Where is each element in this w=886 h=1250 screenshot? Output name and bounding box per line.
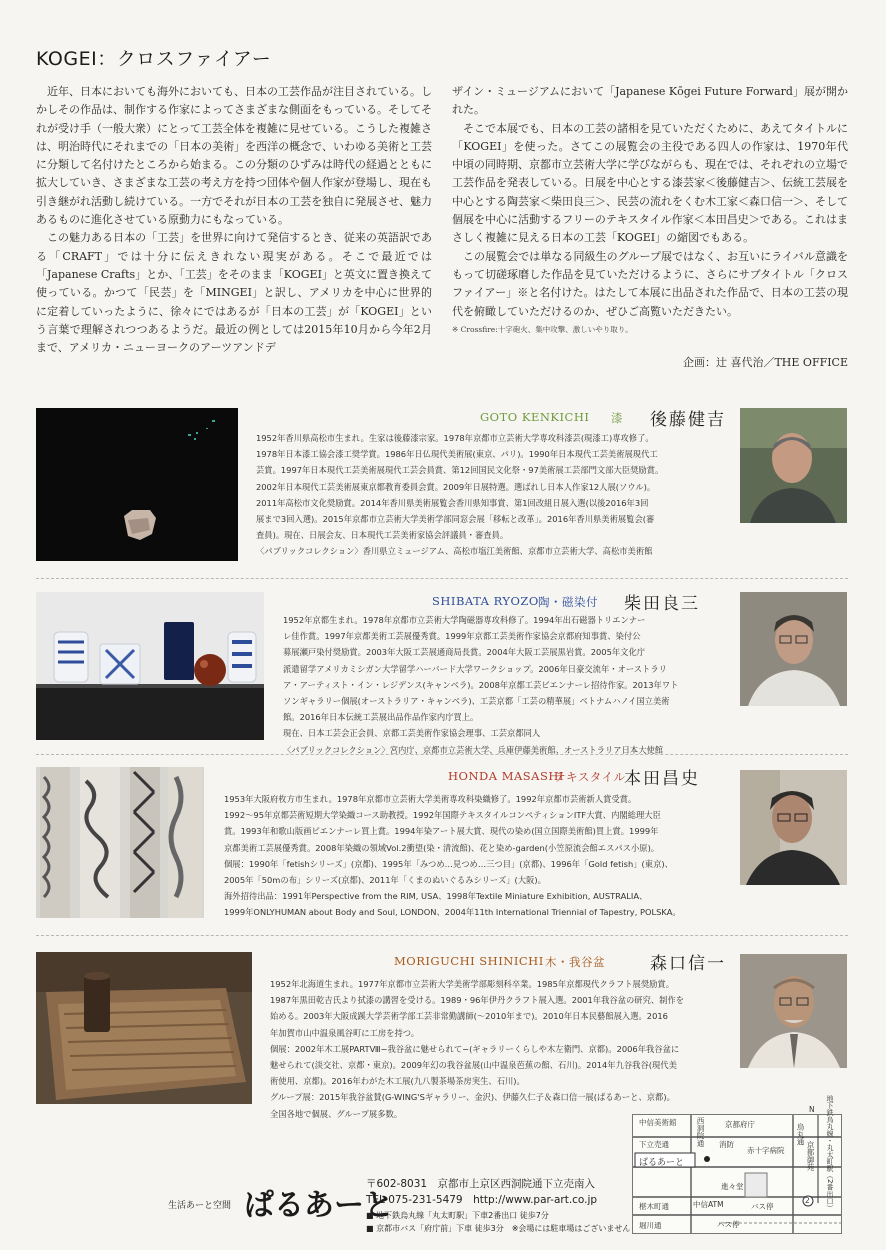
intro-paragraph: そこで本展でも、日本の工芸の諸相を見ていただくために、あえてタイトルに「KOGEI」を使った。さてこの展覧会の主役である四人の作家は、1970年代中頃の同時期、京都市立芸術大学に学びながらも、現在では、それぞれの立場で工芸作品を発表している。日展を中心とする漆芸家＜後藤健吉＞、伝統工芸展を中心とする陶芸家＜柴田良三＞、民芸の流れをくむ木工家＜森口信一＞、そして個展を中心に活動するフリーのテキスタイル作家＜本田昌史＞である。これはまさしく複雑に見える日本の工芸「KOGEI」の縮図でもある。 [452,121,848,245]
bio-line: 年加賀市山中温泉風谷町に工房を持つ。 [270,1027,420,1038]
bio-line: 募展瀬戸染付奨励賞。2003年大阪工芸展通商局長賞。2004年大阪工芸展黒岩賞。2005年文化庁 [283,647,646,658]
map-landmark: 赤十字病院 [747,1146,785,1155]
artist-name-ja: 柴田良三 [624,594,700,614]
bio-line: 海外招待出品：1991年Perspective from the RIM, USA、1998年Textile Miniature Exhibition, AUSTRALIA、 [224,891,648,902]
artist-medium: 漆 [611,411,623,425]
artist-name-en: GOTO KENKICHI [480,410,590,424]
access-info: ■ 京都市バス「府庁前」下車 徒歩3分 ※会場には駐車場はございません [366,1224,631,1233]
bio-line: 査員)。現在、日展会友、日本現代工芸美術家協会評議員・審査員。 [256,530,509,541]
bio-line: 始める。2003年大阪成蹊大学芸術学部工芸非常勤講師(〜2010年まで)。2010年日本民藝館展入選。2016 [270,1011,668,1022]
map-landmark: 京都御苑 [806,1141,815,1171]
bio-line: 個展：1990年「fetishシリーズ」(京都)、1995年「みつめ…見つめ…三つ目」(京都)、1996年「Gold fetish」(東京)、 [224,858,673,869]
access-map [632,1095,842,1234]
map-landmark: 中信ATM [693,1200,724,1209]
artist-name-ja: 本田昌史 [624,769,700,789]
compass-north: N [809,1105,815,1114]
artist-portrait [740,592,847,706]
artist-name-en: MORIGUCHI SHINICHI [394,954,544,968]
bio-line: 現在、日本工芸会正会員、京都工芸美術作家協会理事、工芸京都同人 [283,728,541,739]
bio-line: 芸賞。1997年日本現代工芸美術展現代工芸会員賞、第12回国民文化祭・97美術展工芸部門文部大臣奨励賞。 [256,465,664,476]
section-divider [36,578,848,579]
bio-line: ア・アーティスト・イン・レジデンス(キャンベラ)。2008年京都工芸ビエンナーレ招待作家。2013年ワト [283,679,679,690]
map-street: 中信美術館 [639,1118,677,1127]
bio-line: 館。2016年日本伝統工芸展出品作品作家内庁買上。 [283,712,479,723]
intro-paragraph: 近年、日本においても海外においても、日本の工芸作品が注目されている。しかしその作品は、制作する作家によってさまざまな側面をもっている。そしてそれが受け手（一般大衆）にとって工芸全体を複雑に見せている。こうした複雑さは、明治時代にそれまでの「日本の美術」を西洋の概念で、いわゆる美術と工芸に分類して名付けたところから始まる。この分類のひずみは時代の経過とともに拡大していき、さまざまな工芸の考え方を持つ団体や個人作家が登場し、現在も引き継がれ活動し続けている。一方でそれが日本の工芸を独自に発展させ、魅力あるものに進化させている原動力にもなっている。 [36,85,432,227]
artist-name-ja: 森口信一 [650,954,726,974]
access-info: ■ 地下鉄烏丸線「丸太町駅」下車2番出口 徒歩7分 [366,1211,549,1220]
bio-line: 1952年北海道生まれ。1977年京都市立芸術大学美術学部彫刻科卒業。1985年京都現代クラフト展奨励賞。 [270,979,675,989]
artist-name-ja: 後藤健吉 [650,410,726,430]
bio-line: 1992〜95年京都芸術短期大学染織コース助教授。1992年国際テキスタイルコンペティションITF大賞、内閣総理大臣 [224,810,661,821]
bio-line: 1999年ONLYHUMAN about Body and Soul, LONDON、2004年11th International Triennial of Tapestry, POLSKA。 [224,907,681,918]
venue-address: 〒602-8031 京都市上京区西洞院通下立売南入 [366,1178,596,1190]
bio-line: レ佳作賞。1997年京都美術工芸展優秀賞。1999年京都工芸美術作家協会京都府知事賞、染付公 [283,631,641,642]
bio-line: 派遣留学アメリカミシガン大学留学ハーバード大学ワークショップ。2006年日豪交流年・オーストラリ [283,663,667,674]
page-title: KOGEI：クロスファイアー [36,48,272,70]
artist-bio [283,612,726,758]
intro-right-column [452,83,848,339]
crossfire-footnote: ※ Crossfire:十字砲火、集中攻撃、激しいやり取り。 [452,324,633,334]
artist-medium: 木・我谷盆 [545,955,605,969]
map-venue-label: ぱるあーと [639,1158,685,1168]
artwork-photo-lacquer [36,408,238,561]
section-divider [36,935,848,936]
artwork-photo-textile [36,767,204,918]
bio-line: ソンギャラリー個展(オーストラリア・キャンベラ)、工芸京都「工芸の精華展」ベトナムハノイ国立美術 [283,696,670,707]
intro-paragraph: ザイン・ミュージアムにおいて「Japanese Kōgei Future Forward」展が開かれた。 [452,85,848,117]
bio-line: 2005年「50mの布」シリーズ(京都)、2011年「くまのぬいぐるみシリーズ」(大阪)。 [224,875,546,886]
venue-contact: TEL 075-231-5479 http://www.par-art.co.jp [366,1194,598,1206]
bio-line: 2002年日本現代工芸美術展東京都教育委員会賞。2009年日展特選。選ばれし日本人作家12人展(ソウル)。 [256,481,656,492]
bio-line: 1953年大阪府枚方市生まれ。1978年京都市立芸術大学美術専攻科染織修了。1992年京都市芸術新人賞受賞。 [224,794,637,804]
bio-line: 2011年高松市文化奨励賞。2014年香川県美術展覧会香川県知事賞、第1回改組日展入選(以後2016年3回 [256,497,649,508]
bio-line: 1952年京都生まれ。1978年京都市立芸術大学陶磁器専攻科修了。1994年出石磁器トリエンナー [283,615,646,625]
artist-name-en: HONDA MASASHI [448,769,564,783]
bio-line: 術使用、京都)。2016年わがた木工展(九八製茶場茶房実生、石川)。 [270,1076,525,1087]
bio-line: 賞。1993年和歌山版画ビエンナーレ買上賞。1994年染アート展大賞、現代の染め(国立国際美術館)買上賞。1999年 [224,826,659,837]
bio-line: 1987年黒田乾吉氏より拭漆の講習を受ける。1989・96年伊丹クラフト展入選。2001年我谷盆の研究、制作を [270,995,685,1006]
bio-line: 〈パブリックコレクション〉宮内庁、京都市立芸術大学、兵庫伊藤美術館、オーストラリア日本大使館 [283,744,664,755]
map-station: 地下鉄烏丸線・丸太町駅（2番出口） [826,1095,834,1212]
artist-medium: テキスタイル [554,770,626,784]
map-exit-number: 2 [805,1196,810,1205]
artist-bio [224,791,726,921]
curator-credit: 企画：辻 喜代治／THE OFFICE [682,356,848,369]
venue-logo-small: 生活あーと空間 [168,1201,232,1211]
bio-line: 〈パブリックコレクション〉香川県立ミュージアム、高松市塩江美術館、京都市立芸術大学、高松市美術館 [256,546,653,557]
section-divider [36,754,848,755]
artwork-photo-porcelain [36,592,264,740]
intro-left-column [36,83,432,357]
bio-line: 魅せられて(淡交社、京都・東京)。2009年幻の我谷盆展(山中温泉芭蕉の館、石川)。2014年九谷我谷(現代美 [270,1060,677,1071]
artist-name-en: SHIBATA RYOZO [432,594,539,608]
intro-paragraph: この展覧会では単なる同級生のグループ展ではなく、お互いにライバル意識をもって切磋琢磨した作品を見ていただけるように、さらにサブタイトル「クロスファイアー」※と名付けた。はたして本展に出品された作品で、日本の工芸の現代を俯瞰していただけるのか、ぜひご高覧いただきたい。 [452,249,848,318]
bio-line: 1978年日本漆工協会漆工奨学賞。1986年日仏現代美術展(東京、パリ)。1990年日本現代工芸美術展現代工 [256,449,658,460]
bio-line: 展まで3回入選)。2015年京都市立芸術大学美術学部同窓会展「移転と改革」。2016年香川県美術展覧会(審 [256,514,655,525]
artist-bio [270,976,726,1122]
bio-line: 1952年香川県高松市生まれ。生家は後藤漆宗家。1978年京都市立芸術大学専攻科漆芸(現漆工)専攻修了。 [256,433,654,443]
bio-line: 全国各地で個展、グループ展多数。 [270,1108,403,1119]
map-landmark: バス停 [717,1220,740,1229]
artwork-photo-wood-tray [36,952,252,1104]
map-street: 堀川通 [639,1221,662,1230]
artist-bio [256,430,726,560]
map-street: 下立売通 [639,1140,669,1149]
intro-paragraph: この魅力ある日本の「工芸」を世界に向けて発信するとき、従来の英語訳である「CRAFT」では十分に伝えきれない現実がある。そこで最近では「Japanese Crafts」とか、「工芸」をそのまま「KOGEI」と英文に置き換えて使っている。かつて「民芸」を「MINGEI」と訳し、アメリカを中心に世界的に定着していったように、徐々にではあるが「日本の工芸」が「KOGEI」という言葉で理解されつつあるようだ。最近の例としては2015年10月から今年2月まで、アメリカ・ニューヨークのアーツアンドデ [36,231,432,355]
map-street: 椹木町通 [639,1202,669,1211]
venue-logo: ぱるあーと [244,1188,394,1223]
bio-line: 京都美術工芸展優秀賞。2008年染織の領域Vol.2衝望(染・清流館)、花と染め-garden(小笠原流会館エスパス小原)。 [224,842,660,853]
map-street: 京都府庁 [725,1120,755,1129]
bio-line: 個展：2002年木工展PARTⅧ−我谷盆に魅せられて−(ギャラリーくらしや木左衛門、京都)。2006年我谷盆に [270,1043,680,1054]
artist-portrait [740,770,847,885]
map-landmark: バス停 [751,1202,774,1211]
map-street: 烏丸通 [796,1123,805,1146]
artist-portrait [740,954,847,1068]
map-landmark: 消防 [719,1140,734,1149]
artist-medium: 陶・磁染付 [538,595,598,609]
artist-portrait [740,408,847,523]
map-landmark: 進々堂 [721,1182,744,1191]
map-street: 西洞院通 [696,1117,705,1147]
bio-line: グループ展：2015年我谷盆賛(G-WING'Sギャラリー、金沢)、伊藤久仁子＆森口信一展(ぱるあーと、京都)。 [270,1092,675,1103]
